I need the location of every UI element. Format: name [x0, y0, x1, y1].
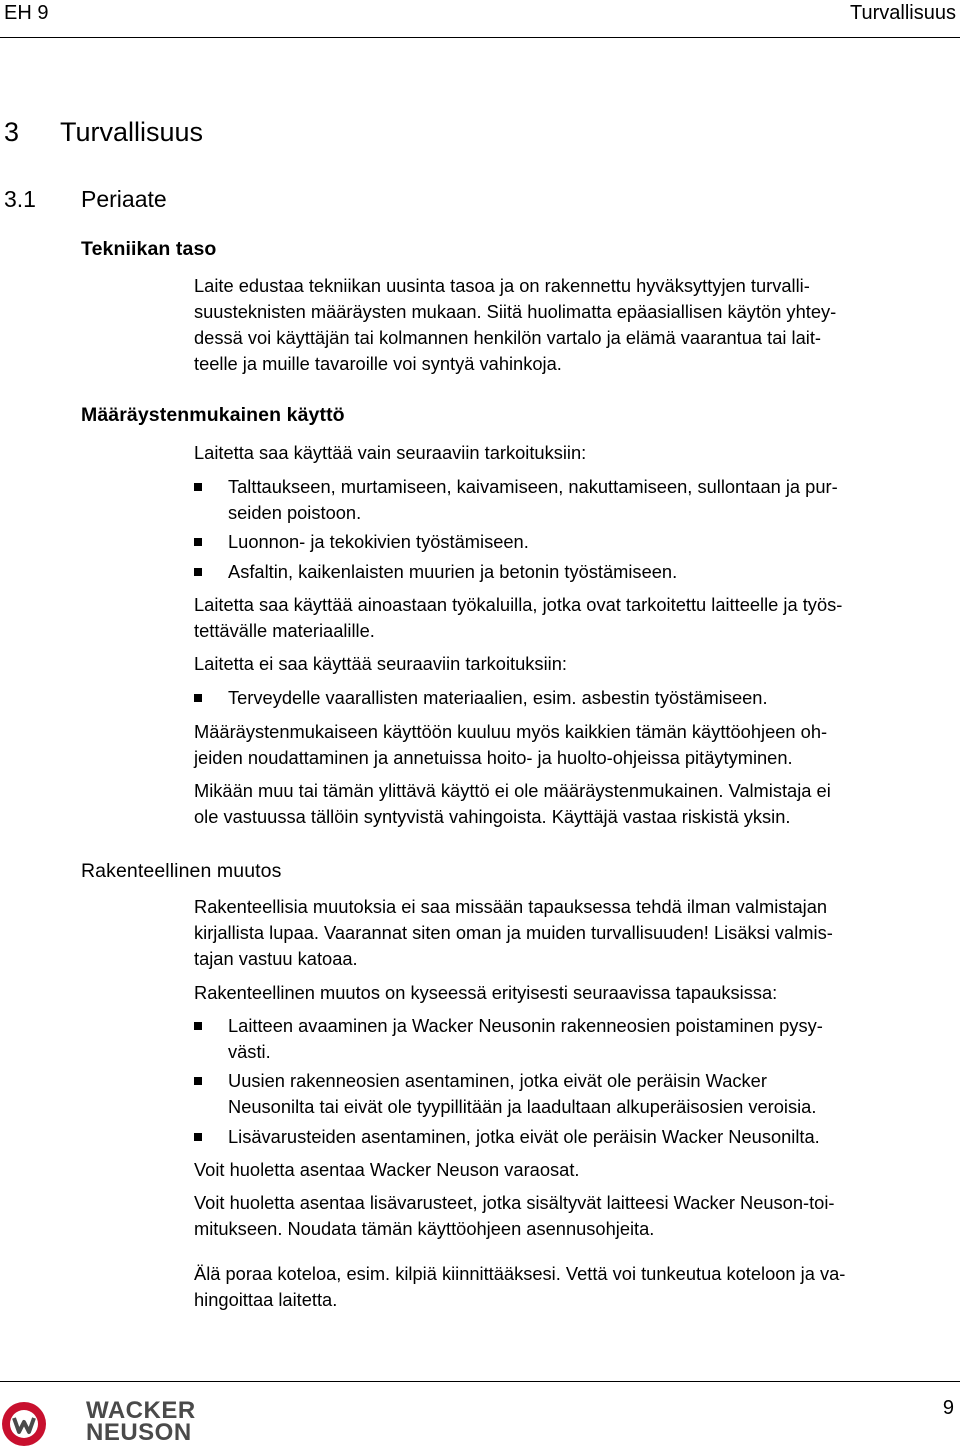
- text-line: Voit huoletta asentaa lisävarusteet, jotka sisältyvät laitteesi Wacker Neuson-toi-: [194, 1192, 835, 1213]
- text-line: Neusonilta tai eivät ole tyypillitään ja laadultaan alkuperäisosien veroisia.: [228, 1096, 817, 1117]
- text-line: Laitetta saa käyttää ainoastaan työkaluilla, jotka ovat tarkoitettu laitteelle ja työs-: [194, 594, 843, 615]
- text-line: Terveydelle vaarallisten materiaalien, esim. asbestin työstämiseen.: [228, 687, 768, 708]
- text-line: suusteknisten määräysten mukaan. Siitä huolimatta epäasiallisen käytön yhtey-: [194, 301, 837, 322]
- paragraph-not-allowed-intro: Laitetta ei saa käyttää seuraaviin tarkoituksiin:: [194, 653, 567, 674]
- bullet-icon: [194, 538, 202, 546]
- text-line: mitukseen. Noudata tämän käyttöohjeen asennusohjeita.: [194, 1218, 655, 1239]
- text-line: Uusien rakenneosien asentaminen, jotka eivät ole peräisin Wacker: [228, 1070, 767, 1091]
- section-number: 3.1: [4, 186, 36, 212]
- text-line: jeiden noudattaminen ja annetuissa hoito- ja huolto-ohjeissa pitäytyminen.: [194, 747, 793, 768]
- paragraph-allowed-intro: Laitetta saa käyttää vain seuraaviin tarkoituksiin:: [194, 442, 587, 463]
- logo-wordmark: [86, 1397, 196, 1446]
- footer-divider: [0, 1381, 960, 1382]
- text-line: ole vastuussa tällöin syntyvistä vahingoista. Käyttäjä vastaa riskistä yksin.: [194, 806, 791, 827]
- bullet-icon: [194, 483, 202, 491]
- page-header: [0, 0, 960, 40]
- text-line: tajan vastuu katoaa.: [194, 948, 358, 969]
- text-line: hingoittaa laitetta.: [194, 1289, 338, 1310]
- text-line: Asfaltin, kaikenlaisten muurien ja betonin työstämiseen.: [228, 561, 678, 582]
- chapter-number: 3: [4, 117, 20, 147]
- text-line: Talttaukseen, murtamiseen, kaivamiseen, nakuttamiseen, sullontaan ja pur-: [228, 476, 838, 497]
- text-line: seiden poistoon.: [228, 502, 362, 523]
- section-title: Periaate: [81, 186, 167, 212]
- bullet-icon: [194, 694, 202, 702]
- text-line: västi.: [228, 1041, 271, 1062]
- text-line: Rakenteellisia muutoksia ei saa missään tapauksessa tehdä ilman valmistajan: [194, 896, 828, 917]
- paragraph-no-drilling: [194, 1261, 954, 1313]
- logo-line-1: WACKER: [86, 1397, 196, 1424]
- chapter-heading: [4, 117, 203, 148]
- text-line: Laite edustaa tekniikan uusinta tasoa ja on rakennettu hyväksyttyjen turvalli-: [194, 275, 810, 296]
- paragraph-accessories: [194, 1190, 954, 1242]
- chapter-title: Turvallisuus: [60, 117, 204, 147]
- bullet-icon: [194, 1133, 202, 1141]
- paragraph-other-use: [194, 778, 954, 830]
- paragraph-also: [194, 719, 954, 771]
- text-line: Määräystenmukaiseen käyttöön kuuluu myös kaikkien tämän käyttöohjeen oh-: [194, 721, 828, 742]
- text-line: Luonnon- ja tekokivien työstämiseen.: [228, 531, 529, 552]
- text-line: Mikään muu tai tämän ylittävä käyttö ei ole määräystenmukainen. Valmistaja ei: [194, 780, 831, 801]
- header-divider: [0, 37, 960, 38]
- text-line: kirjallista lupaa. Vaarannat siten oman ja muiden turvallisuuden! Lisäksi valmis-: [194, 922, 833, 943]
- page-number: 9: [942, 1397, 954, 1419]
- bullet-icon: [194, 568, 202, 576]
- text-line: dessä voi käyttäjän tai kolmannen henkilön vartalo ja elämä vaarantua tai lait-: [194, 327, 821, 348]
- paragraph-cases-intro: Rakenteellinen muutos on kyseessä erityisesti seuraavissa tapauksissa:: [194, 982, 778, 1003]
- heading-tekniikan-taso: Tekniikan taso: [81, 238, 217, 260]
- section-heading: [4, 186, 167, 213]
- header-chapter-title: Turvallisuus: [850, 2, 956, 24]
- bullet-icon: [194, 1022, 202, 1030]
- heading-rakenteellinen-muutos: Rakenteellinen muutos: [81, 860, 282, 882]
- paragraph-tools: [194, 592, 954, 644]
- heading-maaraystenmukainen-kaytto: Määräystenmukainen käyttö: [81, 404, 345, 426]
- logo-line-2: NEUSON: [86, 1419, 192, 1446]
- paragraph-spare-parts: Voit huoletta asentaa Wacker Neuson varaosat.: [194, 1159, 580, 1180]
- header-manual-code: EH 9: [4, 2, 49, 24]
- text-line: Laitteen avaaminen ja Wacker Neusonin rakenneosien poistaminen pysy-: [228, 1015, 823, 1036]
- text-line: Älä poraa koteloa, esim. kilpiä kiinnittääksesi. Vettä voi tunkeutua koteloon ja va-: [194, 1263, 846, 1284]
- text-line: tettävälle materiaalille.: [194, 620, 375, 641]
- bullet-icon: [194, 1077, 202, 1085]
- paragraph-structural-changes: [194, 894, 954, 972]
- text-line: teelle ja muille tavaroille voi syntyä vahinkoja.: [194, 353, 562, 374]
- text-line: Lisävarusteiden asentaminen, jotka eivät ole peräisin Wacker Neusonilta.: [228, 1126, 820, 1147]
- paragraph-tekniikan-taso: [194, 273, 954, 377]
